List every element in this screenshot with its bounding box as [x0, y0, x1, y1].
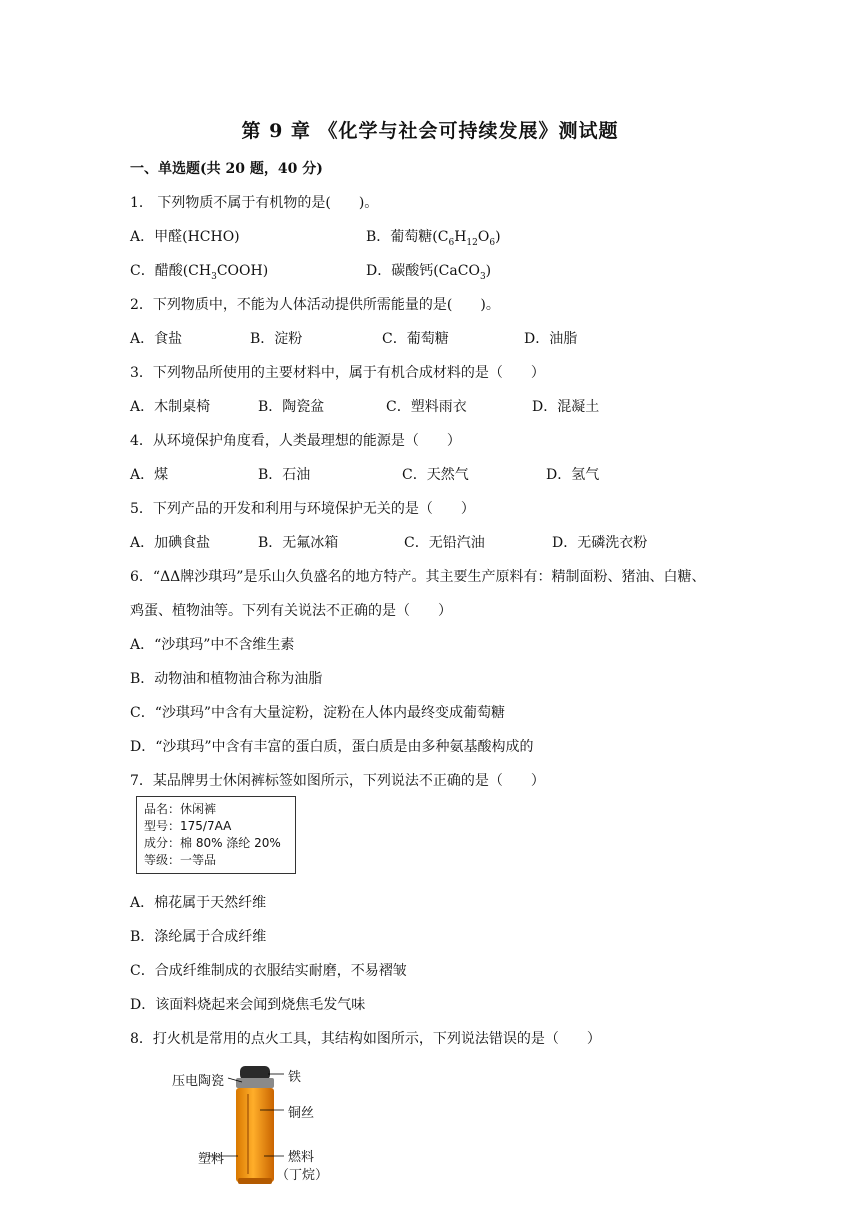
label-copper-wire: 铜丝	[288, 1106, 315, 1121]
question-3-option-b: B．陶瓷盆	[258, 399, 325, 415]
question-4-option-a: A．煤	[130, 467, 169, 483]
label-fuel: 燃料	[288, 1150, 315, 1165]
question-6-option-a: A．“沙琪玛”中不含维生素	[130, 637, 295, 653]
section-heading: 一、单选题(共 20 题，40 分)	[130, 161, 323, 177]
question-7-option-d: D．该面料烧起来会闻到烧焦毛发气味	[130, 997, 366, 1013]
question-2-option-c: C．葡萄糖	[382, 331, 449, 347]
question-1-option-a: A．甲醛(HCHO)	[130, 229, 240, 245]
label-piezo-ceramic: 压电陶瓷	[172, 1074, 225, 1089]
label-line-model: 型号：175/7AA	[144, 819, 232, 833]
question-5-option-b: B．无氟冰箱	[258, 535, 339, 551]
garment-label-figure	[136, 796, 296, 874]
question-4-option-b: B．石油	[258, 467, 311, 483]
question-3-option-d: D．混凝土	[532, 399, 600, 415]
question-2-option-d: D．油脂	[524, 331, 578, 347]
page-title: 第 9 章 《化学与社会可持续发展》测试题	[241, 120, 619, 142]
question-3-option-a: A．木制桌椅	[130, 399, 211, 415]
question-3-stem: 3．下列物品所使用的主要材料中，属于有机合成材料的是（ ）	[130, 365, 545, 381]
question-6-option-c: C．“沙琪玛”中含有大量淀粉，淀粉在人体内最终变成葡萄糖	[130, 705, 506, 721]
label-line-name: 品名：休闲裤	[144, 802, 217, 816]
question-4-option-c: C．天然气	[402, 467, 469, 483]
question-5-option-c: C．无铅汽油	[404, 535, 485, 551]
question-6-option-d: D．“沙琪玛”中含有丰富的蛋白质，蛋白质是由多种氨基酸构成的	[130, 739, 534, 755]
lighter-cap	[240, 1066, 270, 1080]
label-line-grade: 等级：一等品	[144, 853, 217, 867]
question-1-option-c: C．醋酸$(CH_3COOH)$	[130, 263, 269, 282]
question-6-stem-line-2: 鸡蛋、植物油等。下列有关说法不正确的是（ ）	[130, 603, 452, 619]
question-2-option-a: A．食盐	[130, 331, 183, 347]
question-2-option-b: B．淀粉	[250, 331, 303, 347]
question-4-option-d: D．氢气	[546, 467, 600, 483]
question-5-stem: 5．下列产品的开发和利用与环境保护无关的是（ ）	[130, 501, 475, 517]
question-5-option-d: D．无磷洗衣粉	[552, 535, 648, 551]
question-6-stem-line-1: 6．“ΔΔ牌沙琪玛”是乐山久负盛名的地方特产。其主要生产原料有：精制面粉、猪油、白糖、	[130, 569, 706, 585]
label-plastic: 塑料	[198, 1152, 225, 1167]
question-7-option-c: C．合成纤维制成的衣服结实耐磨，不易褶皱	[130, 963, 407, 979]
lighter-body	[236, 1088, 274, 1182]
question-3-option-c: C．塑料雨衣	[386, 399, 467, 415]
question-1-option-d: D．碳酸钙(CaCO$_3$)	[366, 263, 492, 282]
question-8-stem: 8．打火机是常用的点火工具，其结构如图所示，下列说法错误的是（ ）	[130, 1031, 601, 1047]
lighter-diagram	[168, 1060, 348, 1190]
question-7-option-a: A．棉花属于天然纤维	[130, 895, 267, 911]
question-7-stem: 7．某品牌男士休闲裤标签如图所示，下列说法不正确的是（ ）	[130, 773, 545, 789]
question-6-option-b: B．动物油和植物油合称为油脂	[130, 671, 323, 687]
label-butane: （丁烷）	[276, 1168, 329, 1183]
lighter-base	[238, 1178, 272, 1184]
question-5-option-a: A．加碘食盐	[130, 535, 211, 551]
question-7-option-b: B．涤纶属于合成纤维	[130, 929, 267, 945]
question-1-option-b: B．葡萄糖$(C_6H_{12}O_6)$	[366, 229, 501, 248]
label-iron: 铁	[288, 1070, 302, 1085]
label-line-composition: 成分：棉 80% 涤纶 20%	[144, 836, 281, 850]
question-4-stem: 4．从环境保护角度看，人类最理想的能源是（ ）	[130, 433, 461, 449]
question-2-stem: 2．下列物质中，不能为人体活动提供所需能量的是( )。	[130, 297, 500, 313]
question-1-stem: 1． 下列物质不属于有机物的是( )。	[130, 195, 379, 211]
lighter-metal-head	[236, 1078, 274, 1088]
